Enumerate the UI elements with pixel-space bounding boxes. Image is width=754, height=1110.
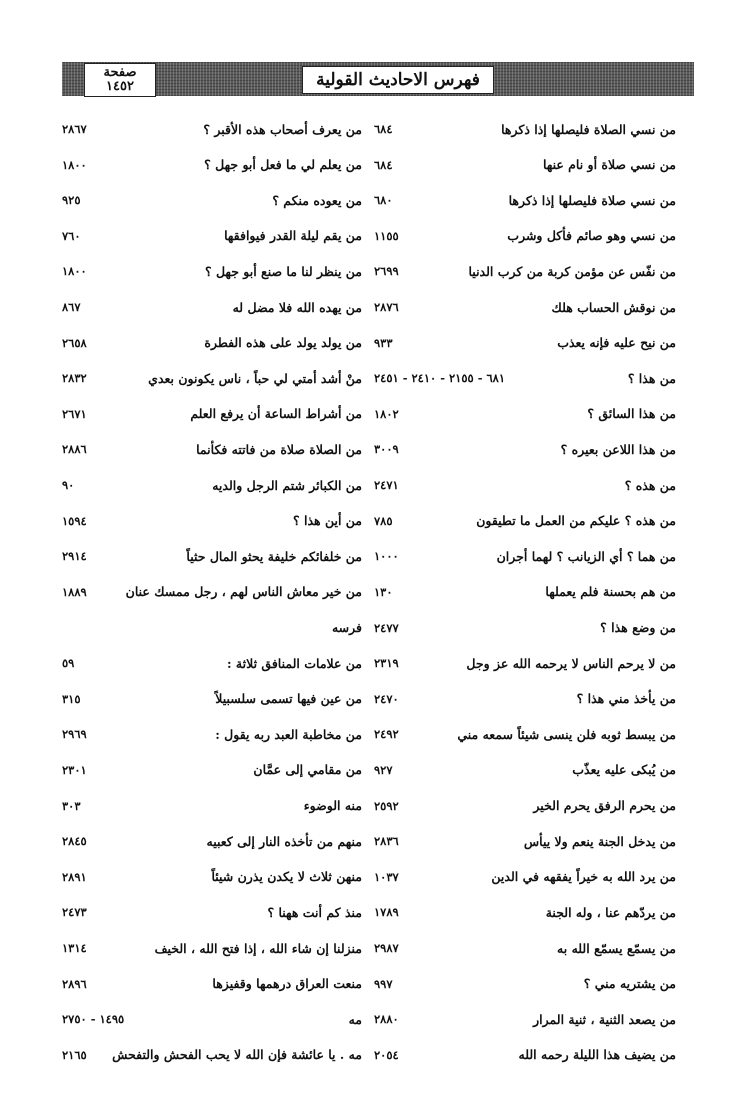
index-entry [374, 221, 676, 251]
entry-page-ref: ٦٨١ - ٢١٥٥ - ٢٤١٠ - ٢٤٥١ [374, 371, 506, 386]
entry-page-ref: ٢٨٤٥ [62, 834, 87, 849]
page-title-text: فهرس الاحاديث القولية [316, 70, 480, 90]
entry-page-ref: ٢٨٨٦ [62, 442, 87, 457]
index-entry [62, 933, 362, 963]
entry-text: من يعرف أصحاب هذه الأقبر ؟ [203, 121, 362, 137]
index-entry [374, 114, 676, 144]
entry-text: من نيح عليه فإنه يعذب [557, 335, 676, 351]
entry-text: من نسي صلاة فليصلها إذا ذكرها [508, 192, 676, 208]
index-entry [62, 613, 362, 643]
entry-page-ref: ٨٦٧ [62, 300, 81, 315]
index-entry [62, 826, 362, 856]
index-entry [62, 862, 362, 892]
index-entry [374, 434, 676, 464]
entry-page-ref: ٢٨٣٢ [62, 371, 87, 386]
entry-text: من هذه ؟ عليكم من العمل ما تطيقون [476, 513, 676, 529]
page-title [302, 66, 494, 94]
entry-page-ref: ٢٣٠١ [62, 762, 87, 777]
index-entry [62, 256, 362, 286]
entry-page-ref: ٢٩١٤ [62, 549, 87, 564]
index-column-right [374, 114, 676, 1070]
index-entry [374, 613, 676, 643]
index-entry [374, 1004, 676, 1034]
entry-page-ref: ٢٨٧٦ [374, 300, 399, 315]
entry-text: مه . يا عائشة فإن الله لا يحب الفحش والتفحش [112, 1047, 362, 1063]
entry-text: من هذه ؟ [624, 477, 676, 493]
entry-text: من وضع هذا ؟ [600, 620, 676, 636]
index-entry [62, 399, 362, 429]
entry-text: منْ أشد أمتي لي حباً ، ناس يكونون بعدي [148, 370, 362, 386]
entry-page-ref: ١٤٩٥ - ٢٧٥٠ [62, 1012, 125, 1027]
index-entry [374, 470, 676, 500]
entry-text: من عين فيها تسمى سلسبيلاً [215, 691, 362, 707]
page-number-box [84, 63, 156, 97]
index-entry [374, 292, 676, 322]
index-entry [374, 897, 676, 927]
entry-text: من يولد يولد على هذه الفطرة [204, 335, 362, 351]
entry-page-ref: ٩٠ [62, 478, 75, 493]
entry-page-ref: ٩٣٣ [374, 335, 393, 350]
entry-text: من لا يرحم الناس لا يرحمه الله عز وجل [466, 655, 676, 671]
entry-page-ref: ٢١٦٥ [62, 1047, 87, 1062]
index-entry [62, 328, 362, 358]
entry-text: من هذا ؟ [627, 370, 676, 386]
entry-page-ref: ٣١٥ [62, 691, 81, 706]
entry-page-ref: ١٧٨٩ [374, 905, 399, 920]
entry-page-ref: ٦٨٤ [374, 122, 393, 136]
entry-page-ref: ١٨٠٠ [62, 264, 87, 279]
index-column-left [62, 114, 362, 1070]
entry-text: من هما ؟ أي الزيانب ؟ لهما أجران [496, 548, 676, 564]
entry-text: من يصعد الثنية ، ثنية المرار [533, 1011, 676, 1027]
index-entry [62, 897, 362, 927]
index-entry [62, 470, 362, 500]
entry-text: من أين هذا ؟ [293, 513, 362, 529]
index-entry [62, 577, 362, 607]
entry-text: من يشتريه مني ؟ [583, 976, 676, 992]
entry-text: منعت العراق درهمها وقفيزها [212, 976, 362, 992]
entry-text: من نوقش الحساب هلك [551, 299, 676, 315]
entry-page-ref: ١٣١٤ [62, 941, 87, 956]
entry-text: فرسه [331, 620, 362, 636]
entry-page-ref: ٢٦٥٨ [62, 335, 87, 350]
entry-page-ref: ٣٠٣ [62, 798, 81, 813]
entry-page-ref: ٢٤٧٧ [374, 620, 399, 635]
index-entry [62, 185, 362, 215]
entry-text: من يدخل الجنة ينعم ولا ييأس [523, 833, 676, 849]
index-entry [374, 541, 676, 571]
entry-text: من هذا اللاعن بعيره ؟ [560, 441, 676, 457]
entry-page-ref: ٧٦٠ [62, 228, 81, 243]
entry-text: من يبسط ثوبه فلن ينسى شيئاً سمعه مني [457, 726, 676, 742]
entry-text: من هم بحسنة فلم يعملها [545, 584, 676, 600]
entry-page-ref: ٢٨٨٠ [374, 1012, 399, 1027]
entry-page-ref: ١٨٠٠ [62, 157, 87, 172]
index-entry [374, 969, 676, 999]
index-entry [62, 221, 362, 251]
index-entry [62, 719, 362, 749]
entry-page-ref: ٢٤٧٠ [374, 691, 399, 706]
entry-page-ref: ٢٤٧١ [374, 478, 399, 493]
index-entry [62, 755, 362, 785]
entry-page-ref: ٧٨٥ [374, 513, 393, 528]
entry-page-ref: ٢٤٩٢ [374, 727, 399, 742]
index-entry [374, 150, 676, 180]
entry-page-ref: ٢٥٩٢ [374, 798, 399, 813]
entry-page-ref: ٢٦٩٩ [374, 264, 399, 279]
entry-text: من نسي الصلاة فليصلها إذا ذكرها [501, 121, 676, 137]
entry-text: من يأخذ مني هذا ؟ [576, 691, 676, 707]
entry-page-ref: ٢٨٩١ [62, 869, 87, 884]
index-entry [374, 719, 676, 749]
entry-page-ref: ٢٣١٩ [374, 656, 399, 671]
entry-text: مه [348, 1011, 362, 1027]
entry-text: من مقامي إلى عمَّان [253, 762, 362, 778]
entry-text: من علامات المنافق ثلاثة : [226, 655, 362, 671]
index-entry [62, 684, 362, 714]
entry-page-ref: ٩٩٧ [374, 976, 393, 991]
entry-page-ref: ٦٨٠ [374, 193, 393, 208]
entry-text: من مخاطبة العبد ربه يقول : [215, 726, 362, 742]
index-entry [62, 150, 362, 180]
index-entry [374, 399, 676, 429]
entry-text: من يرد الله به خيراً يفقهه في الدين [491, 869, 676, 885]
entry-text: منذ كم أنت ههنا ؟ [267, 904, 362, 920]
index-entry [374, 256, 676, 286]
page-header [62, 62, 694, 96]
entry-page-ref: ٢٩٨٧ [374, 941, 399, 956]
index-entry [62, 434, 362, 464]
index-entry [374, 185, 676, 215]
entry-text: من يعلم لي ما فعل أبو جهل ؟ [204, 157, 362, 173]
entry-page-ref: ٢٠٥٤ [374, 1047, 399, 1062]
index-entry [374, 755, 676, 785]
entry-text: من خلفائكم خليفة يحثو المال حثياً [186, 548, 362, 564]
entry-page-ref: ٩٢٧ [374, 762, 393, 777]
index-entry [374, 826, 676, 856]
index-entry [374, 648, 676, 678]
page-number: ١٤٥٢ [106, 79, 134, 94]
index-entry [62, 541, 362, 571]
entry-text: منهم من تأخذه النار إلى كعبيه [206, 833, 362, 849]
entry-text: من ينظر لنا ما صنع أبو جهل ؟ [204, 263, 362, 279]
entry-page-ref: ١١٥٥ [374, 228, 399, 243]
index-entry [62, 791, 362, 821]
index-entry [374, 363, 676, 393]
entry-page-ref: ٦٨٤ [374, 157, 393, 172]
entry-page-ref: ٩٢٥ [62, 193, 81, 208]
index-entry [374, 506, 676, 536]
entry-page-ref: ١٠٠٠ [374, 549, 399, 564]
entry-text: منه الوضوء [303, 798, 362, 814]
index-entry [374, 862, 676, 892]
entry-page-ref: ٥٩ [62, 656, 75, 671]
entry-text: من يسمّع يسمّع الله به [557, 940, 676, 956]
entry-page-ref: ٢٤٧٣ [62, 905, 87, 920]
entry-page-ref: ٢٩٦٩ [62, 727, 87, 742]
index-entry [374, 328, 676, 358]
entry-page-ref: ٢٨٣٦ [374, 834, 399, 849]
entry-text: من الكبائر شتم الرجل والديه [212, 477, 362, 493]
entry-page-ref: ٢٦٧١ [62, 406, 87, 421]
entry-text: من يضيف هذا الليلة رحمه الله [518, 1047, 676, 1063]
entry-text: منزلنا إن شاء الله ، إذا فتح الله ، الخيف [154, 940, 362, 956]
entry-text: من يهده الله فلا مضل له [232, 299, 362, 315]
index-entry [374, 933, 676, 963]
index-entry [374, 1040, 676, 1070]
entry-text: من خير معاش الناس لهم ، رجل ممسك عنان [125, 584, 362, 600]
index-entry [62, 1004, 362, 1034]
entry-page-ref: ١٨٨٩ [62, 584, 87, 599]
index-entry [374, 791, 676, 821]
entry-page-ref: ٢٨٦٧ [62, 122, 87, 136]
index-entry [62, 969, 362, 999]
index-entry [62, 506, 362, 536]
entry-text: منهن ثلاث لا يكدن يذرن شيئاً [211, 869, 362, 885]
entry-page-ref: ١٠٣٧ [374, 869, 399, 884]
entry-text: من يعوده منكم ؟ [272, 192, 362, 208]
entry-text: من يحرم الرفق يحرم الخير [533, 798, 676, 814]
index-entry [62, 1040, 362, 1070]
entry-text: من يقم ليلة القدر فيوافقها [224, 228, 362, 244]
entry-text: من الصلاة صلاة من فاتته فكأنما [196, 441, 362, 457]
entry-text: من يردّهم عنا ، وله الجنة [545, 904, 676, 920]
entry-text: من يُبكى عليه يعذّب [572, 762, 676, 778]
entry-text: من هذا السائق ؟ [587, 406, 676, 422]
entry-page-ref: ٣٠٠٩ [374, 442, 399, 457]
index-entry [62, 114, 362, 144]
index-entry [374, 577, 676, 607]
entry-page-ref: ١٥٩٤ [62, 513, 87, 528]
entry-text: من أشراط الساعة أن يرفع العلم [190, 406, 362, 422]
entry-text: من نسي وهو صائم فأكل وشرب [507, 228, 676, 244]
index-entry [62, 292, 362, 322]
entry-text: من نفّس عن مؤمن كربة من كرب الدنيا [468, 263, 676, 279]
index-entry [62, 648, 362, 678]
entry-text: من نسي صلاة أو نام عنها [543, 157, 676, 173]
entry-page-ref: ١٣٠ [374, 584, 393, 599]
page-label: صفحة [103, 65, 137, 81]
index-entry [62, 363, 362, 393]
entry-page-ref: ١٨٠٢ [374, 406, 399, 421]
index-entry [374, 684, 676, 714]
entry-page-ref: ٢٨٩٦ [62, 976, 87, 991]
